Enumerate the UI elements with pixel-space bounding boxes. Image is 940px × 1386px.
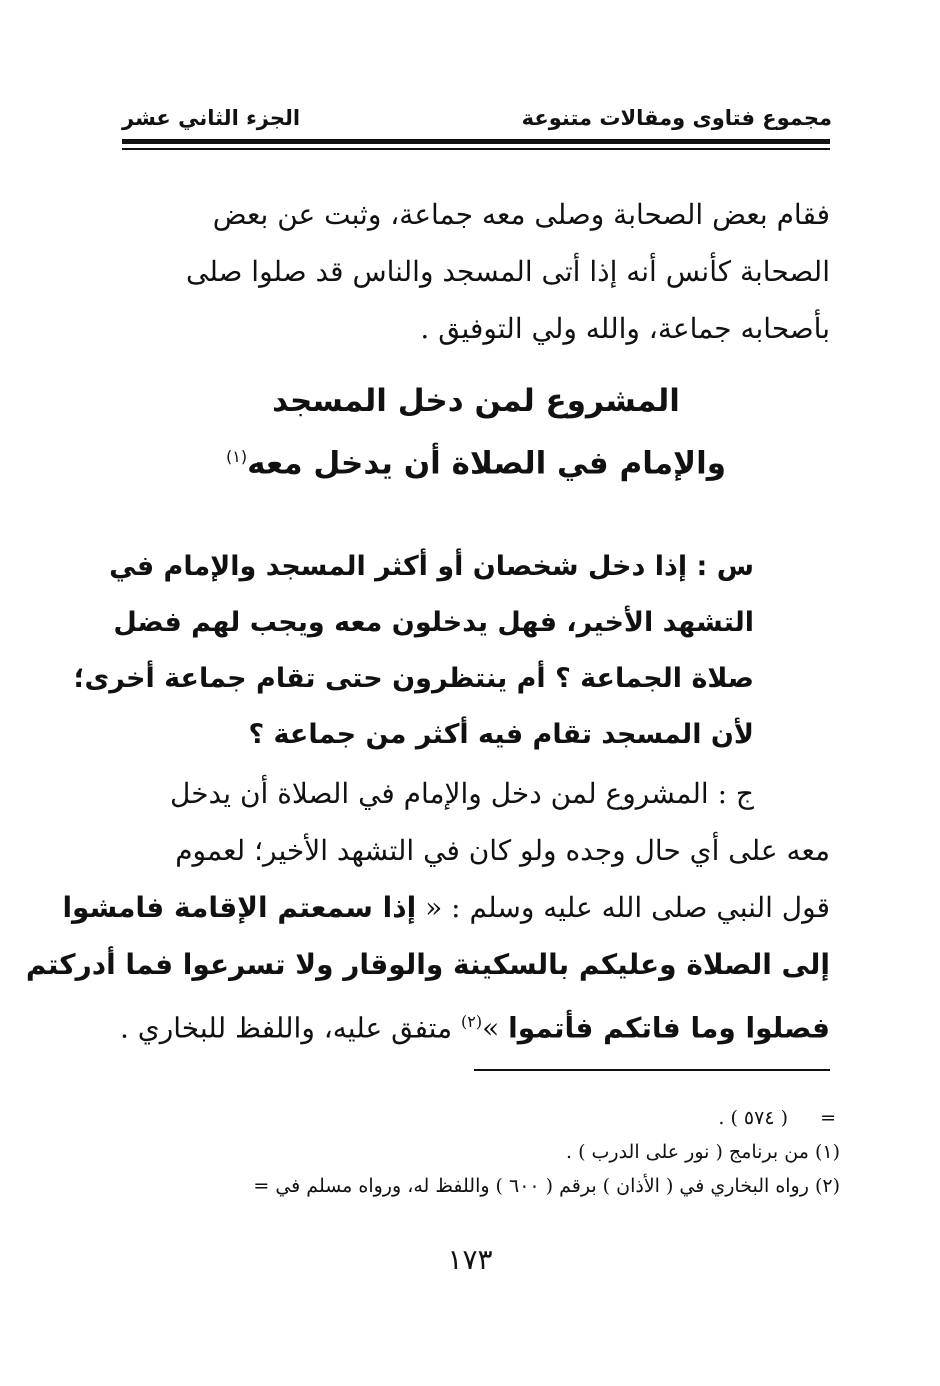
question-line: صلاة الجماعة ؟ أم ينتظرون حتى تقام جماعة أخرى؛ <box>73 663 754 694</box>
answer-text: قول النبي صلى الله عليه وسلم : « <box>416 891 830 924</box>
running-header-book-title: مجموع فتاوى ومقالات متنوعة <box>521 106 832 130</box>
heading-text: والإمام في الصلاة أن يدخل معه <box>247 445 727 482</box>
hadith-quote: إلى الصلاة وعليكم بالسكينة والوقار ولا تسرعوا فما أدركتم <box>25 948 830 981</box>
answer-line <box>122 993 830 1056</box>
footnote-2: (٢) رواه البخاري في ( الأذان ) برقم ( ٦٠٠ ) واللفظ له، ورواه مسلم في = <box>253 1175 840 1197</box>
footnote-continuation <box>112 1101 840 1135</box>
question-line: التشهد الأخير، فهل يدخلون معه ويجب لهم فضل <box>113 607 754 638</box>
hadith-quote: إذا سمعتم الإقامة فامشوا <box>62 891 417 924</box>
page-number: ١٧٣ <box>447 1243 493 1276</box>
footnote-1: (١) من برنامج ( نور على الدرب ) . <box>565 1141 840 1163</box>
answer-line <box>62 879 830 936</box>
intro-line: الصحابة كأنس أنه إذا أتى المسجد والناس قد صلوا صلى <box>186 255 830 288</box>
hadith-quote: فصلوا وما فاتكم فأتموا <box>508 1011 830 1045</box>
footnote-separator <box>474 1069 830 1071</box>
intro-line: بأصحابه جماعة، والله ولي التوفيق . <box>420 312 830 345</box>
answer-paragraph <box>25 765 830 1056</box>
answer-text: متفق عليه، واللفظ للبخاري . <box>120 1011 461 1045</box>
question-line: لأن المسجد تقام فيه أكثر من جماعة ؟ <box>248 719 754 750</box>
intro-line: فقام بعض الصحابة وصلى معه جماعة، وثبت عن بعض <box>212 198 830 231</box>
footnotes <box>112 1101 840 1203</box>
answer-line: معه على أي حال وجده ولو كان في التشهد الأخير؛ لعموم <box>175 834 830 867</box>
running-header-volume: الجزء الثاني عشر <box>122 106 301 130</box>
section-heading-line-1: المشروع لمن دخل المسجد <box>272 383 680 419</box>
intro-paragraph <box>122 186 830 357</box>
continuation-mark: = <box>820 1107 836 1129</box>
header-rule-thick <box>122 139 830 144</box>
question-paragraph <box>73 539 754 763</box>
answer-line: ج : المشروع لمن دخل والإمام في الصلاة أن يدخل <box>170 777 754 810</box>
question-line: س : إذا دخل شخصان أو أكثر المسجد والإمام في <box>109 551 754 582</box>
heading-footnote-mark: (١) <box>225 447 248 466</box>
header-rule-thin <box>122 148 830 150</box>
continuation-text: ( ٥٧٤ ) . <box>718 1107 788 1129</box>
quote-close: » <box>482 1011 509 1045</box>
section-heading-line-2 <box>122 428 830 492</box>
answer-footnote-mark: (٢) <box>460 1012 483 1031</box>
